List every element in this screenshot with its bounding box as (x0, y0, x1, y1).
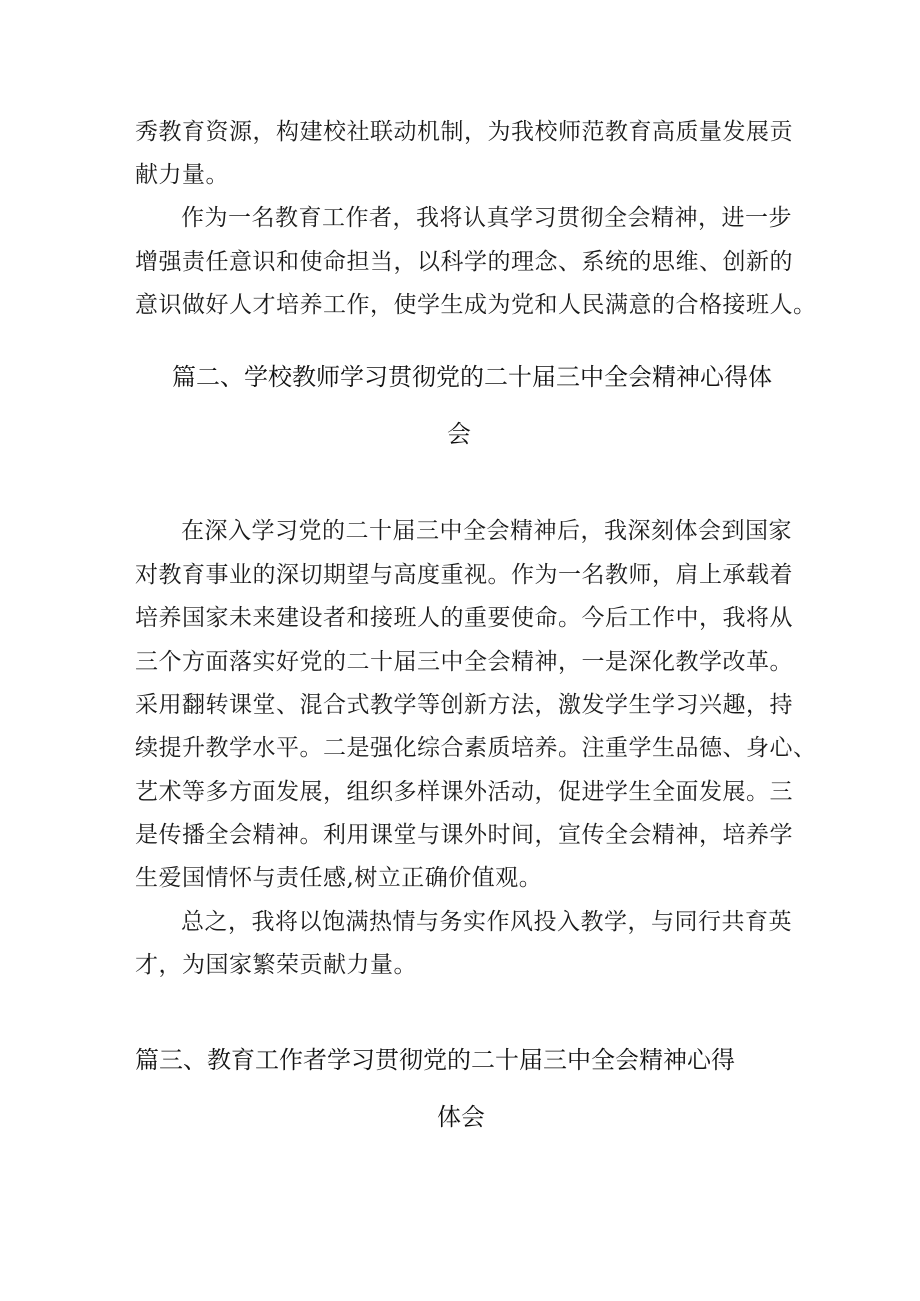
paragraph-line: 对教育事业的深切期望与高度重视。作为一名教师，肩上承载着 (135, 562, 793, 588)
paragraph-line: 采用翻转课堂、混合式教学等创新方法，激发学生学习兴趣，持 (135, 692, 793, 718)
paragraph-line: 作为一名教育工作者，我将认真学习贯彻全会精神，进一步 (181, 205, 792, 231)
paragraph-line: 生爱国情怀与责任感,树立正确价值观。 (135, 865, 543, 891)
section-heading: 篇二、学校教师学习贯彻党的二十届三中全会精神心得体 (172, 363, 772, 391)
paragraph-line: 在深入学习党的二十届三中全会精神后，我深刻体会到国家 (181, 518, 792, 544)
section-heading: 会 (447, 420, 471, 448)
section-heading: 体会 (437, 1103, 485, 1131)
paragraph-line: 才，为国家繁荣贡献力量。 (135, 952, 417, 978)
section-heading: 篇三、教育工作者学习贯彻党的二十届三中全会精神心得 (135, 1046, 735, 1074)
paragraph-line: 秀教育资源，构建校社联动机制，为我校师范教育高质量发展贡 (135, 119, 793, 145)
paragraph-line: 献力量。 (135, 162, 229, 188)
paragraph-line: 续提升教学水平。二是强化综合素质培养。注重学生品德、身心、 (135, 735, 817, 761)
paragraph-line: 培养国家未来建设者和接班人的重要使命。今后工作中，我将从 (135, 605, 793, 631)
paragraph-line: 三个方面落实好党的二十届三中全会精神，一是深化教学改革。 (135, 649, 793, 675)
paragraph-line: 总之，我将以饱满热情与务实作风投入教学，与同行共育英 (181, 909, 792, 935)
paragraph-line: 是传播全会精神。利用课堂与课外时间，宣传全会精神，培养学 (135, 822, 793, 848)
paragraph-line: 增强责任意识和使命担当，以科学的理念、系统的思维、创新的 (135, 249, 793, 275)
paragraph-line: 意识做好人才培养工作，使学生成为党和人民满意的合格接班人。 (135, 292, 817, 318)
paragraph-line: 艺术等多方面发展，组织多样课外活动，促进学生全面发展。三 (135, 779, 793, 805)
